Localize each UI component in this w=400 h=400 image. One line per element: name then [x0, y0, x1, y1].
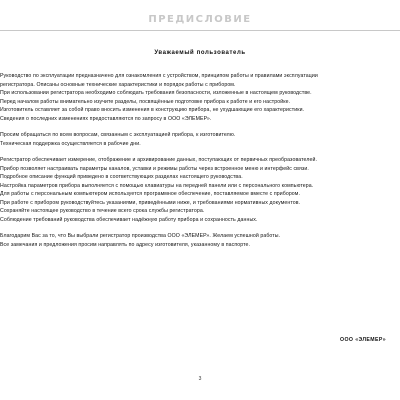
paragraph: [0, 72, 400, 123]
text-line: Соблюдение требований руководства обеспечивает надёжную работу прибора и сохранность данных.: [0, 216, 258, 223]
text-line: Изготовитель оставляет за собой право вносить изменения в конструкцию прибора, не ухудшающие его характеристики.: [0, 107, 305, 113]
page-number: 3: [198, 376, 202, 382]
text-line: регистратора. Описаны основные технические характеристики и порядок работы с прибором.: [0, 81, 236, 88]
text-line: Техническая поддержка осуществляется в рабочие дни.: [0, 140, 141, 147]
text-line: При работе с прибором руководствуйтесь указаниями, приведёнными ниже, и требованиями нормативных документов.: [0, 199, 301, 206]
text-line: Перед началом работы внимательно изучите разделы, посвящённые подготовке прибора к работе и его настройке.: [0, 98, 291, 105]
paragraph: [0, 131, 400, 148]
text-line: Прибор позволяет настраивать параметры каналов, уставки и режимы работы через встроенное меню и интерфейс связи.: [0, 165, 309, 172]
text-line: Все замечания и предложения просим направлять по адресу изготовителя, указанному в паспорте.: [0, 241, 251, 248]
text-line: Сведения о последних изменениях предоставляются по запросу в ООО «ЭЛЕМЕР».: [0, 115, 212, 122]
signature: ООО «ЭЛЕМЕР»: [340, 337, 386, 343]
text-line: При использовании регистратора необходимо соблюдать требования безопасности, изложенные в настоящем руководстве.: [0, 90, 312, 96]
text-line: Просим обращаться по всем вопросам, связанным с эксплуатацией прибора, к изготовителю.: [0, 132, 236, 138]
salutation-heading: Уважаемый пользователь: [154, 50, 246, 56]
paragraph: [0, 156, 400, 224]
text-line: Подробное описание функций приведено в соответствующих разделах настоящего руководства.: [0, 174, 243, 180]
text-line: Сохраняйте настоящее руководство в течение всего срока службы регистратора.: [0, 208, 205, 214]
page-header-title: ПРЕДИСЛОВИЕ: [148, 14, 252, 25]
text-line: Настройка параметров прибора выполняется с помощью клавиатуры на передней панели или с персонального компьютера.: [0, 182, 314, 189]
text-line: Руководство по эксплуатации предназначено для ознакомления с устройством, принципом работы и правилами эксплуатации: [0, 73, 318, 79]
paragraph: [0, 232, 400, 249]
text-line: Для работы с персональным компьютером используется программное обеспечение, поставляемое вместе с прибором.: [0, 191, 300, 197]
body-text: [0, 72, 400, 257]
text-line: Регистратор обеспечивает измерение, отображение и архивирование данных, поступающих от первичных преобразователей.: [0, 157, 317, 163]
text-line: Благодарим Вас за то, что Вы выбрали регистратор производства ООО «ЭЛЕМЕР». Желаем успешной работы.: [0, 233, 281, 239]
header-divider: [0, 30, 400, 31]
